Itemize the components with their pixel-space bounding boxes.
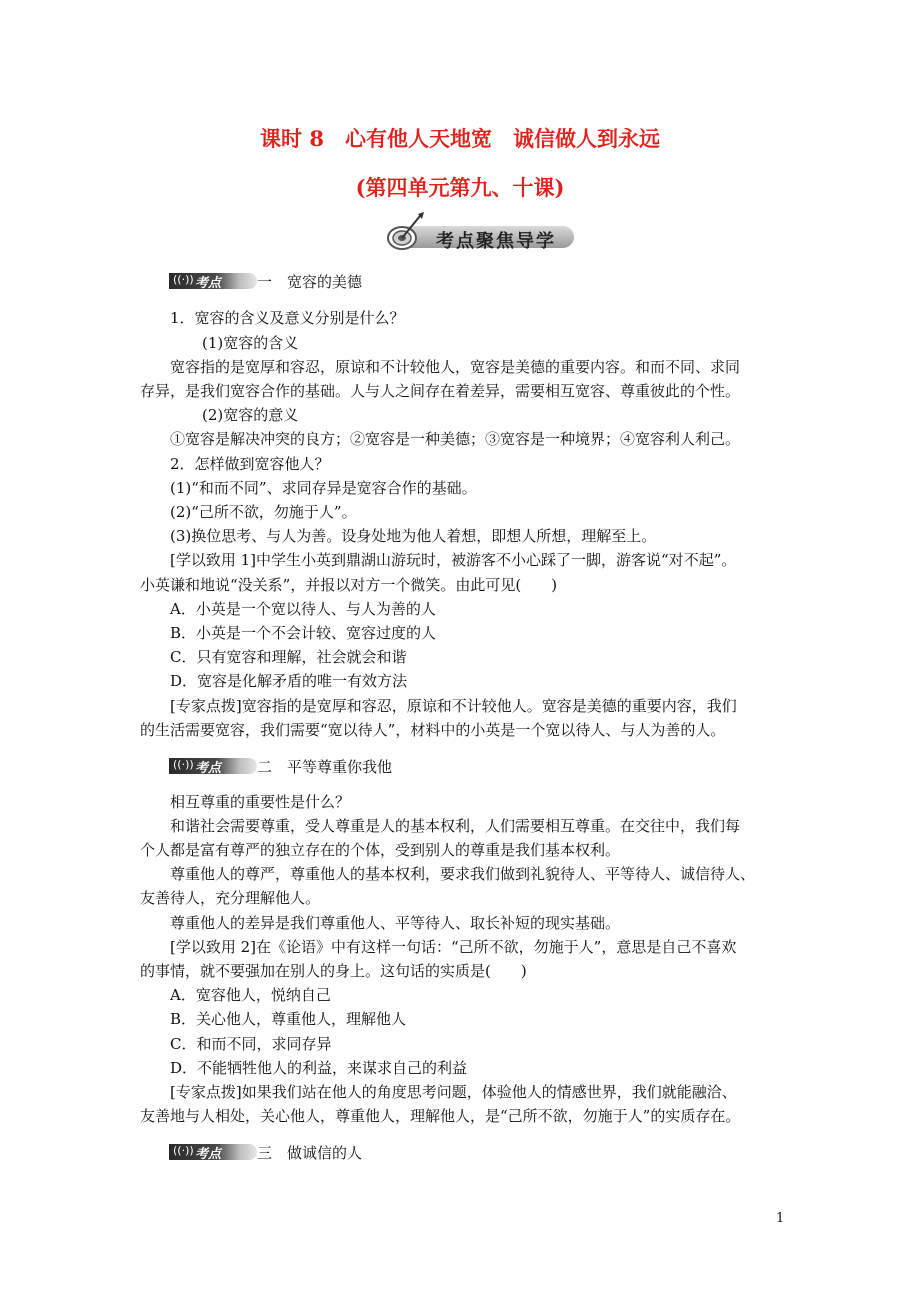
question: 相互尊重的重要性是什么？ [170, 793, 351, 811]
paragraph-line: 存异，是我们宽容合作的基础。人与人之间存在着差异，需要相互宽容、尊重彼此的个性。 [140, 382, 741, 400]
option-d: D．宽容是化解矛盾的唯一有效方法 [170, 672, 408, 690]
option-a: A．宽容他人，悦纳自己 [170, 986, 331, 1004]
page-number: 1 [776, 1211, 785, 1226]
list-item: (3)换位思考、与人为善。设身处地为他人着想，即想人所想，理解至上。 [170, 527, 657, 545]
banner-label: 考点聚焦导学 [436, 231, 556, 252]
list-item: (2)“己所不欲，勿施于人”。 [170, 503, 357, 521]
kaodian-tag: ((·)) 考点 [169, 273, 257, 289]
expert-note-line: 友善地与人相处，关心他人，尊重他人，理解他人，是“己所不欲，勿施于人”的实质存在。 [140, 1107, 741, 1125]
option-c: C．只有宽容和理解，社会就会和谐 [170, 648, 407, 666]
signal-icon: ((·)) [173, 1144, 194, 1157]
target-icon [384, 212, 428, 252]
exercise-line: [学以致用 2]在《论语》中有这样一句话：“己所不欲，勿施于人”，意思是自己不喜欢 [170, 938, 737, 956]
exercise-line: [学以致用 1]中学生小英到鼎湖山游玩时，被游客不小心踩了一脚，游客说“对不起”。 [170, 551, 737, 569]
paragraph-line: 尊重他人的尊严，尊重他人的基本权利，要求我们做到礼貌待人、平等待人、诚信待人、 [170, 865, 756, 883]
expert-note-line: 的生活需要宽容，我们需要“宽以待人”，材料中的小英是一个宽以待人、与人为善的人。 [140, 721, 726, 739]
section-banner [384, 212, 574, 250]
signal-icon: ((·)) [173, 758, 194, 771]
signal-icon: ((·)) [173, 273, 194, 286]
subheading: (1)宽容的含义 [202, 334, 299, 352]
question: 2．怎样做到宽容他人？ [170, 455, 330, 473]
paragraph-line: ①宽容是解决冲突的良方；②宽容是一种美德；③宽容是一种境界；④宽容利人利己。 [170, 430, 741, 448]
exercise-line: 小英谦和地说“没关系”，并报以对方一个微笑。由此可见( ) [140, 576, 558, 594]
option-d: D．不能牺牲他人的利益，来谋求自己的利益 [170, 1059, 468, 1077]
option-a: A．小英是一个宽以待人、与人为善的人 [170, 600, 436, 618]
paragraph-line: 友善待人，充分理解他人。 [140, 889, 321, 907]
paragraph-line: 个人都是富有尊严的独立存在的个体，受到别人的尊重是我们基本权利。 [140, 841, 621, 859]
section-heading-text: 三 做诚信的人 [257, 1144, 363, 1162]
expert-note-line: [专家点拨]如果我们站在他人的角度思考问题，体验他人的情感世界，我们就能融洽、 [170, 1083, 737, 1101]
question: 1．宽容的含义及意义分别是什么？ [170, 309, 405, 327]
section-heading-text: 二 平等尊重你我他 [257, 758, 393, 776]
kaodian-tag: ((·)) 考点 [169, 758, 257, 774]
expert-note-line: [专家点拨]宽容指的是宽厚和容忍，原谅和不计较他人。宽容是美德的重要内容，我们 [170, 697, 737, 715]
option-b: B．小英是一个不会计较、宽容过度的人 [170, 624, 437, 642]
paragraph-line: 尊重他人的差异是我们尊重他人、平等待人、取长补短的现实基础。 [170, 914, 621, 932]
page-subtitle: (第四单元第九、十课) [355, 175, 565, 200]
page-title: 课时 8 心有他人天地宽 诚信做人到永远 [260, 126, 660, 151]
exercise-line: 的事情，就不要强加在别人的身上。这句话的实质是( ) [140, 962, 527, 980]
paragraph-line: 宽容指的是宽厚和容忍，原谅和不计较他人，宽容是美德的重要内容。和而不同、求同 [170, 358, 741, 376]
subheading: (2)宽容的意义 [202, 406, 299, 424]
section-heading-text: 一 宽容的美德 [257, 273, 363, 291]
option-b: B．关心他人，尊重他人，理解他人 [170, 1010, 407, 1028]
option-c: C．和而不同，求同存异 [170, 1035, 332, 1053]
kaodian-tag: ((·)) 考点 [169, 1144, 257, 1160]
list-item: (1)“和而不同”、求同存异是宽容合作的基础。 [170, 479, 477, 497]
paragraph-line: 和谐社会需要尊重，受人尊重是人的基本权利，人们需要相互尊重。在交往中，我们每 [170, 817, 741, 835]
